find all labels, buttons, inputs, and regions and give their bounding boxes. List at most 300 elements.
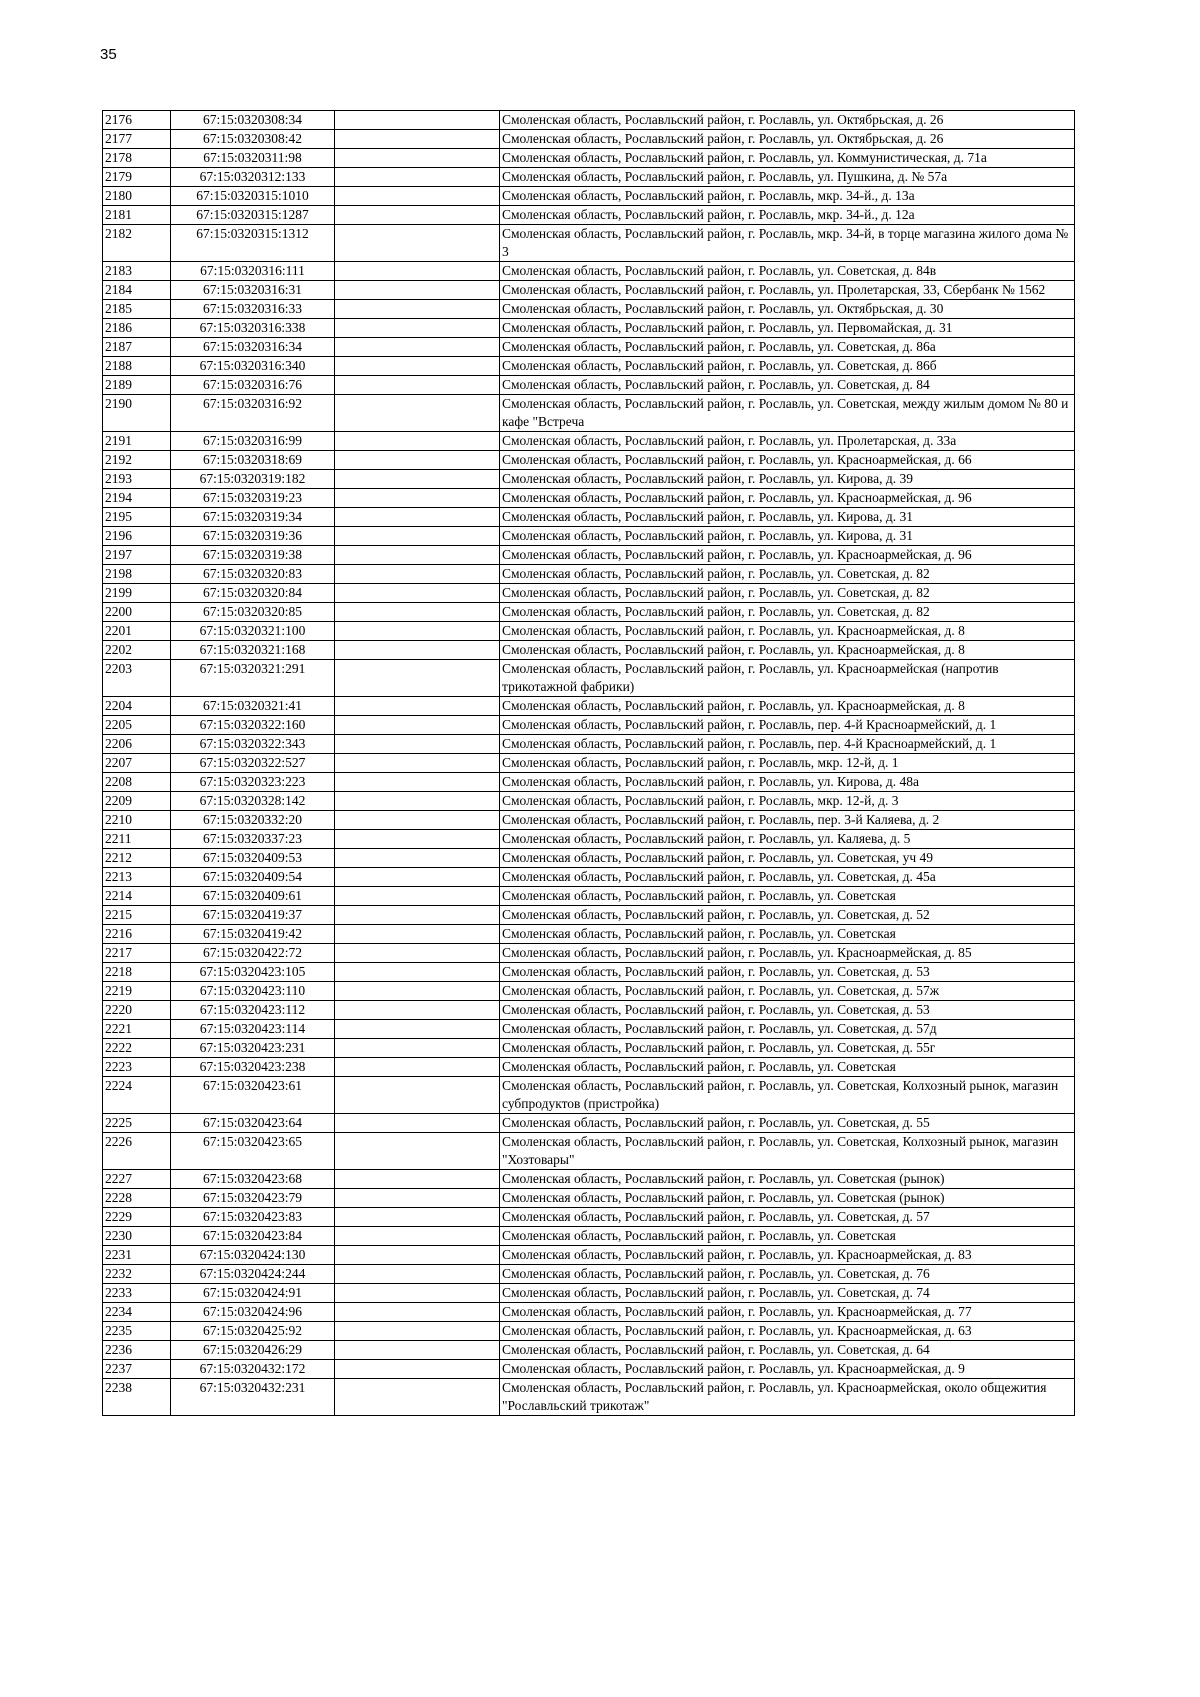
row-number-cell: 2196 — [103, 527, 171, 546]
cadastral-number-cell: 67:15:0320316:33 — [171, 300, 335, 319]
empty-cell — [335, 697, 500, 716]
row-number-cell: 2179 — [103, 168, 171, 187]
empty-cell — [335, 982, 500, 1001]
table-row — [103, 944, 1075, 963]
table-row — [103, 660, 1075, 697]
address-cell: Смоленская область, Рославльский район, г. Рославль, ул. Советская (рынок) — [500, 1170, 1075, 1189]
address-cell: Смоленская область, Рославльский район, г. Рославль, ул. Советская, д. 82 — [500, 584, 1075, 603]
row-number-cell: 2234 — [103, 1303, 171, 1322]
address-cell: Смоленская область, Рославльский район, г. Рославль, ул. Красноармейская, д. 96 — [500, 489, 1075, 508]
cadastral-number-cell: 67:15:0320328:142 — [171, 792, 335, 811]
table-row — [103, 754, 1075, 773]
table-row — [103, 111, 1075, 130]
empty-cell — [335, 754, 500, 773]
empty-cell — [335, 603, 500, 622]
address-cell: Смоленская область, Рославльский район, г. Рославль, ул. Советская — [500, 925, 1075, 944]
row-number-cell: 2204 — [103, 697, 171, 716]
row-number-cell: 2226 — [103, 1133, 171, 1170]
table-row — [103, 584, 1075, 603]
table-row — [103, 735, 1075, 754]
table-row — [103, 906, 1075, 925]
row-number-cell: 2202 — [103, 641, 171, 660]
row-number-cell: 2186 — [103, 319, 171, 338]
table-row — [103, 603, 1075, 622]
cadastral-number-cell: 67:15:0320319:34 — [171, 508, 335, 527]
address-cell: Смоленская область, Рославльский район, г. Рославль, ул. Красноармейская (напротив трикотажной фабрики) — [500, 660, 1075, 697]
cadastral-number-cell: 67:15:0320320:84 — [171, 584, 335, 603]
empty-cell — [335, 470, 500, 489]
empty-cell — [335, 319, 500, 338]
cadastral-number-cell: 67:15:0320426:29 — [171, 1341, 335, 1360]
address-cell: Смоленская область, Рославльский район, г. Рославль, ул. Советская, д. 57 — [500, 1208, 1075, 1227]
empty-cell — [335, 187, 500, 206]
empty-cell — [335, 395, 500, 432]
row-number-cell: 2215 — [103, 906, 171, 925]
cadastral-number-cell: 67:15:0320423:231 — [171, 1039, 335, 1058]
empty-cell — [335, 1246, 500, 1265]
row-number-cell: 2217 — [103, 944, 171, 963]
row-number-cell: 2229 — [103, 1208, 171, 1227]
cadastral-number-cell: 67:15:0320423:110 — [171, 982, 335, 1001]
row-number-cell: 2201 — [103, 622, 171, 641]
address-cell: Смоленская область, Рославльский район, г. Рославль, мкр. 12-й, д. 3 — [500, 792, 1075, 811]
empty-cell — [335, 1284, 500, 1303]
empty-cell — [335, 584, 500, 603]
cadastral-number-cell: 67:15:0320419:42 — [171, 925, 335, 944]
table-row — [103, 338, 1075, 357]
registry-table-body — [103, 111, 1075, 1416]
cadastral-number-cell: 67:15:0320423:61 — [171, 1077, 335, 1114]
row-number-cell: 2197 — [103, 546, 171, 565]
row-number-cell: 2221 — [103, 1020, 171, 1039]
table-row — [103, 1246, 1075, 1265]
table-row — [103, 773, 1075, 792]
address-cell: Смоленская область, Рославльский район, г. Рославль, ул. Октябрьская, д. 30 — [500, 300, 1075, 319]
row-number-cell: 2232 — [103, 1265, 171, 1284]
address-cell: Смоленская область, Рославльский район, г. Рославль, ул. Красноармейская, д. 83 — [500, 1246, 1075, 1265]
table-row — [103, 622, 1075, 641]
row-number-cell: 2235 — [103, 1322, 171, 1341]
cadastral-number-cell: 67:15:0320316:338 — [171, 319, 335, 338]
address-cell: Смоленская область, Рославльский район, г. Рославль, ул. Коммунистическая, д. 71а — [500, 149, 1075, 168]
row-number-cell: 2230 — [103, 1227, 171, 1246]
cadastral-number-cell: 67:15:0320316:34 — [171, 338, 335, 357]
address-cell: Смоленская область, Рославльский район, г. Рославль, ул. Советская, д. 53 — [500, 963, 1075, 982]
cadastral-number-cell: 67:15:0320409:53 — [171, 849, 335, 868]
address-cell: Смоленская область, Рославльский район, г. Рославль, ул. Первомайская, д. 31 — [500, 319, 1075, 338]
empty-cell — [335, 887, 500, 906]
address-cell: Смоленская область, Рославльский район, г. Рославль, ул. Советская, д. 64 — [500, 1341, 1075, 1360]
empty-cell — [335, 1341, 500, 1360]
cadastral-number-cell: 67:15:0320315:1010 — [171, 187, 335, 206]
address-cell: Смоленская область, Рославльский район, г. Рославль, ул. Советская, д. 84в — [500, 262, 1075, 281]
address-cell: Смоленская область, Рославльский район, г. Рославль, ул. Кирова, д. 31 — [500, 527, 1075, 546]
row-number-cell: 2180 — [103, 187, 171, 206]
empty-cell — [335, 773, 500, 792]
table-row — [103, 982, 1075, 1001]
cadastral-number-cell: 67:15:0320316:31 — [171, 281, 335, 300]
empty-cell — [335, 565, 500, 584]
cadastral-number-cell: 67:15:0320319:23 — [171, 489, 335, 508]
table-row — [103, 1227, 1075, 1246]
address-cell: Смоленская область, Рославльский район, г. Рославль, ул. Советская, д. 52 — [500, 906, 1075, 925]
address-cell: Смоленская область, Рославльский район, г. Рославль, ул. Красноармейская, д. 8 — [500, 641, 1075, 660]
empty-cell — [335, 622, 500, 641]
empty-cell — [335, 489, 500, 508]
empty-cell — [335, 432, 500, 451]
row-number-cell: 2222 — [103, 1039, 171, 1058]
table-row — [103, 357, 1075, 376]
address-cell: Смоленская область, Рославльский район, г. Рославль, мкр. 34-й., д. 13а — [500, 187, 1075, 206]
table-row — [103, 641, 1075, 660]
row-number-cell: 2207 — [103, 754, 171, 773]
address-cell: Смоленская область, Рославльский район, г. Рославль, ул. Каляева, д. 5 — [500, 830, 1075, 849]
row-number-cell: 2223 — [103, 1058, 171, 1077]
address-cell: Смоленская область, Рославльский район, г. Рославль, мкр. 34-й., д. 12а — [500, 206, 1075, 225]
table-row — [103, 697, 1075, 716]
cadastral-number-cell: 67:15:0320424:130 — [171, 1246, 335, 1265]
empty-cell — [335, 925, 500, 944]
cadastral-number-cell: 67:15:0320320:83 — [171, 565, 335, 584]
empty-cell — [335, 830, 500, 849]
empty-cell — [335, 1303, 500, 1322]
empty-cell — [335, 1039, 500, 1058]
table-row — [103, 565, 1075, 584]
cadastral-number-cell: 67:15:0320422:72 — [171, 944, 335, 963]
row-number-cell: 2219 — [103, 982, 171, 1001]
empty-cell — [335, 1208, 500, 1227]
address-cell: Смоленская область, Рославльский район, г. Рославль, ул. Красноармейская, около общежития "Рославльский трикотаж" — [500, 1379, 1075, 1416]
table-row — [103, 527, 1075, 546]
cadastral-number-cell: 67:15:0320316:340 — [171, 357, 335, 376]
table-row — [103, 508, 1075, 527]
row-number-cell: 2208 — [103, 773, 171, 792]
row-number-cell: 2231 — [103, 1246, 171, 1265]
table-row — [103, 489, 1075, 508]
table-row — [103, 206, 1075, 225]
address-cell: Смоленская область, Рославльский район, г. Рославль, ул. Пролетарская, 33, Сбербанк № 1562 — [500, 281, 1075, 300]
empty-cell — [335, 1133, 500, 1170]
table-row — [103, 168, 1075, 187]
row-number-cell: 2227 — [103, 1170, 171, 1189]
row-number-cell: 2200 — [103, 603, 171, 622]
empty-cell — [335, 1170, 500, 1189]
empty-cell — [335, 849, 500, 868]
empty-cell — [335, 168, 500, 187]
address-cell: Смоленская область, Рославльский район, г. Рославль, ул. Советская — [500, 1058, 1075, 1077]
row-number-cell: 2213 — [103, 868, 171, 887]
table-row — [103, 451, 1075, 470]
table-row — [103, 432, 1075, 451]
row-number-cell: 2211 — [103, 830, 171, 849]
row-number-cell: 2214 — [103, 887, 171, 906]
cadastral-number-cell: 67:15:0320409:61 — [171, 887, 335, 906]
empty-cell — [335, 660, 500, 697]
table-row — [103, 262, 1075, 281]
row-number-cell: 2185 — [103, 300, 171, 319]
empty-cell — [335, 206, 500, 225]
empty-cell — [335, 1379, 500, 1416]
address-cell: Смоленская область, Рославльский район, г. Рославль, ул. Советская (рынок) — [500, 1189, 1075, 1208]
row-number-cell: 2194 — [103, 489, 171, 508]
address-cell: Смоленская область, Рославльский район, г. Рославль, пер. 4-й Красноармейский, д. 1 — [500, 735, 1075, 754]
cadastral-number-cell: 67:15:0320316:92 — [171, 395, 335, 432]
cadastral-number-cell: 67:15:0320424:96 — [171, 1303, 335, 1322]
address-cell: Смоленская область, Рославльский район, г. Рославль, ул. Советская, д. 55г — [500, 1039, 1075, 1058]
cadastral-number-cell: 67:15:0320423:114 — [171, 1020, 335, 1039]
cadastral-number-cell: 67:15:0320323:223 — [171, 773, 335, 792]
address-cell: Смоленская область, Рославльский район, г. Рославль, ул. Советская, д. 82 — [500, 565, 1075, 584]
address-cell: Смоленская область, Рославльский район, г. Рославль, ул. Красноармейская, д. 8 — [500, 622, 1075, 641]
cadastral-number-cell: 67:15:0320322:343 — [171, 735, 335, 754]
address-cell: Смоленская область, Рославльский район, г. Рославль, ул. Красноармейская, д. 96 — [500, 546, 1075, 565]
row-number-cell: 2192 — [103, 451, 171, 470]
address-cell: Смоленская область, Рославльский район, г. Рославль, ул. Советская, д. 74 — [500, 1284, 1075, 1303]
address-cell: Смоленская область, Рославльский район, г. Рославль, ул. Красноармейская, д. 9 — [500, 1360, 1075, 1379]
address-cell: Смоленская область, Рославльский район, г. Рославль, пер. 3-й Каляева, д. 2 — [500, 811, 1075, 830]
row-number-cell: 2238 — [103, 1379, 171, 1416]
table-row — [103, 925, 1075, 944]
empty-cell — [335, 225, 500, 262]
registry-table — [102, 110, 1075, 1416]
table-row — [103, 395, 1075, 432]
table-row — [103, 868, 1075, 887]
table-row — [103, 376, 1075, 395]
address-cell: Смоленская область, Рославльский район, г. Рославль, ул. Советская — [500, 1227, 1075, 1246]
empty-cell — [335, 906, 500, 925]
empty-cell — [335, 1020, 500, 1039]
empty-cell — [335, 1189, 500, 1208]
table-row — [103, 319, 1075, 338]
cadastral-number-cell: 67:15:0320337:23 — [171, 830, 335, 849]
address-cell: Смоленская область, Рославльский район, г. Рославль, ул. Советская, д. 82 — [500, 603, 1075, 622]
table-row — [103, 1189, 1075, 1208]
table-row — [103, 849, 1075, 868]
table-row — [103, 887, 1075, 906]
table-row — [103, 130, 1075, 149]
empty-cell — [335, 811, 500, 830]
row-number-cell: 2228 — [103, 1189, 171, 1208]
empty-cell — [335, 792, 500, 811]
table-row — [103, 1208, 1075, 1227]
cadastral-number-cell: 67:15:0320316:99 — [171, 432, 335, 451]
row-number-cell: 2188 — [103, 357, 171, 376]
cadastral-number-cell: 67:15:0320332:20 — [171, 811, 335, 830]
row-number-cell: 2184 — [103, 281, 171, 300]
cadastral-number-cell: 67:15:0320419:37 — [171, 906, 335, 925]
empty-cell — [335, 963, 500, 982]
address-cell: Смоленская область, Рославльский район, г. Рославль, ул. Советская, Колхозный рынок, магазин субпродуктов (пристройка) — [500, 1077, 1075, 1114]
empty-cell — [335, 1077, 500, 1114]
table-row — [103, 830, 1075, 849]
table-row — [103, 300, 1075, 319]
row-number-cell: 2210 — [103, 811, 171, 830]
table-row — [103, 811, 1075, 830]
table-row — [103, 1020, 1075, 1039]
table-row — [103, 546, 1075, 565]
row-number-cell: 2237 — [103, 1360, 171, 1379]
cadastral-number-cell: 67:15:0320423:105 — [171, 963, 335, 982]
empty-cell — [335, 1360, 500, 1379]
row-number-cell: 2206 — [103, 735, 171, 754]
table-row — [103, 792, 1075, 811]
address-cell: Смоленская область, Рославльский район, г. Рославль, ул. Красноармейская, д. 85 — [500, 944, 1075, 963]
table-row — [103, 1170, 1075, 1189]
address-cell: Смоленская область, Рославльский район, г. Рославль, ул. Советская, Колхозный рынок, магазин "Хозтовары" — [500, 1133, 1075, 1170]
row-number-cell: 2187 — [103, 338, 171, 357]
table-row — [103, 149, 1075, 168]
cadastral-number-cell: 67:15:0320424:244 — [171, 1265, 335, 1284]
address-cell: Смоленская область, Рославльский район, г. Рославль, ул. Кирова, д. 39 — [500, 470, 1075, 489]
cadastral-number-cell: 67:15:0320423:238 — [171, 1058, 335, 1077]
cadastral-number-cell: 67:15:0320409:54 — [171, 868, 335, 887]
address-cell: Смоленская область, Рославльский район, г. Рославль, ул. Красноармейская, д. 8 — [500, 697, 1075, 716]
empty-cell — [335, 1058, 500, 1077]
address-cell: Смоленская область, Рославльский район, г. Рославль, мкр. 34-й, в торце магазина жилого дома № 3 — [500, 225, 1075, 262]
row-number-cell: 2190 — [103, 395, 171, 432]
empty-cell — [335, 546, 500, 565]
row-number-cell: 2178 — [103, 149, 171, 168]
address-cell: Смоленская область, Рославльский район, г. Рославль, пер. 4-й Красноармейский, д. 1 — [500, 716, 1075, 735]
table-row — [103, 1322, 1075, 1341]
table-row — [103, 1284, 1075, 1303]
row-number-cell: 2220 — [103, 1001, 171, 1020]
table-row — [103, 225, 1075, 262]
empty-cell — [335, 944, 500, 963]
address-cell: Смоленская область, Рославльский район, г. Рославль, ул. Советская — [500, 887, 1075, 906]
empty-cell — [335, 451, 500, 470]
cadastral-number-cell: 67:15:0320312:133 — [171, 168, 335, 187]
table-row — [103, 1265, 1075, 1284]
cadastral-number-cell: 67:15:0320319:38 — [171, 546, 335, 565]
cadastral-number-cell: 67:15:0320319:36 — [171, 527, 335, 546]
address-cell: Смоленская область, Рославльский район, г. Рославль, ул. Советская, д. 57ж — [500, 982, 1075, 1001]
table-row — [103, 1133, 1075, 1170]
row-number-cell: 2216 — [103, 925, 171, 944]
empty-cell — [335, 281, 500, 300]
table-row — [103, 1379, 1075, 1416]
address-cell: Смоленская область, Рославльский район, г. Рославль, ул. Красноармейская, д. 66 — [500, 451, 1075, 470]
cadastral-number-cell: 67:15:0320423:64 — [171, 1114, 335, 1133]
cadastral-number-cell: 67:15:0320308:34 — [171, 111, 335, 130]
cadastral-number-cell: 67:15:0320308:42 — [171, 130, 335, 149]
cadastral-number-cell: 67:15:0320320:85 — [171, 603, 335, 622]
row-number-cell: 2205 — [103, 716, 171, 735]
address-cell: Смоленская область, Рославльский район, г. Рославль, ул. Советская, д. 53 — [500, 1001, 1075, 1020]
cadastral-number-cell: 67:15:0320315:1312 — [171, 225, 335, 262]
empty-cell — [335, 641, 500, 660]
row-number-cell: 2191 — [103, 432, 171, 451]
cadastral-number-cell: 67:15:0320423:84 — [171, 1227, 335, 1246]
table-row — [103, 470, 1075, 489]
table-row — [103, 1001, 1075, 1020]
empty-cell — [335, 868, 500, 887]
address-cell: Смоленская область, Рославльский район, г. Рославль, ул. Кирова, д. 48а — [500, 773, 1075, 792]
table-row — [103, 1077, 1075, 1114]
row-number-cell: 2189 — [103, 376, 171, 395]
empty-cell — [335, 111, 500, 130]
address-cell: Смоленская область, Рославльский район, г. Рославль, ул. Пушкина, д. № 57а — [500, 168, 1075, 187]
row-number-cell: 2181 — [103, 206, 171, 225]
empty-cell — [335, 716, 500, 735]
row-number-cell: 2177 — [103, 130, 171, 149]
address-cell: Смоленская область, Рославльский район, г. Рославль, ул. Октябрьская, д. 26 — [500, 111, 1075, 130]
address-cell: Смоленская область, Рославльский район, г. Рославль, ул. Советская, д. 86а — [500, 338, 1075, 357]
cadastral-number-cell: 67:15:0320311:98 — [171, 149, 335, 168]
row-number-cell: 2233 — [103, 1284, 171, 1303]
cadastral-number-cell: 67:15:0320423:83 — [171, 1208, 335, 1227]
table-row — [103, 1058, 1075, 1077]
row-number-cell: 2182 — [103, 225, 171, 262]
row-number-cell: 2183 — [103, 262, 171, 281]
address-cell: Смоленская область, Рославльский район, г. Рославль, ул. Советская, д. 57д — [500, 1020, 1075, 1039]
row-number-cell: 2224 — [103, 1077, 171, 1114]
empty-cell — [335, 1001, 500, 1020]
empty-cell — [335, 1322, 500, 1341]
empty-cell — [335, 508, 500, 527]
empty-cell — [335, 149, 500, 168]
cadastral-number-cell: 67:15:0320315:1287 — [171, 206, 335, 225]
cadastral-number-cell: 67:15:0320322:527 — [171, 754, 335, 773]
address-cell: Смоленская область, Рославльский район, г. Рославль, ул. Советская, д. 76 — [500, 1265, 1075, 1284]
row-number-cell: 2176 — [103, 111, 171, 130]
cadastral-number-cell: 67:15:0320432:172 — [171, 1360, 335, 1379]
cadastral-number-cell: 67:15:0320432:231 — [171, 1379, 335, 1416]
empty-cell — [335, 357, 500, 376]
address-cell: Смоленская область, Рославльский район, г. Рославль, ул. Советская, между жилым домом № 80 и кафе "Встреча — [500, 395, 1075, 432]
cadastral-number-cell: 67:15:0320321:100 — [171, 622, 335, 641]
table-row — [103, 281, 1075, 300]
address-cell: Смоленская область, Рославльский район, г. Рославль, ул. Пролетарская, д. 33а — [500, 432, 1075, 451]
row-number-cell: 2212 — [103, 849, 171, 868]
cadastral-number-cell: 67:15:0320316:76 — [171, 376, 335, 395]
table-row — [103, 1114, 1075, 1133]
cadastral-number-cell: 67:15:0320424:91 — [171, 1284, 335, 1303]
address-cell: Смоленская область, Рославльский район, г. Рославль, ул. Красноармейская, д. 63 — [500, 1322, 1075, 1341]
address-cell: Смоленская область, Рославльский район, г. Рославль, ул. Советская, д. 84 — [500, 376, 1075, 395]
row-number-cell: 2218 — [103, 963, 171, 982]
empty-cell — [335, 262, 500, 281]
table-row — [103, 1341, 1075, 1360]
row-number-cell: 2203 — [103, 660, 171, 697]
address-cell: Смоленская область, Рославльский район, г. Рославль, мкр. 12-й, д. 1 — [500, 754, 1075, 773]
cadastral-number-cell: 67:15:0320425:92 — [171, 1322, 335, 1341]
empty-cell — [335, 1265, 500, 1284]
row-number-cell: 2195 — [103, 508, 171, 527]
address-cell: Смоленская область, Рославльский район, г. Рославль, ул. Красноармейская, д. 77 — [500, 1303, 1075, 1322]
cadastral-number-cell: 67:15:0320319:182 — [171, 470, 335, 489]
address-cell: Смоленская область, Рославльский район, г. Рославль, ул. Советская, уч 49 — [500, 849, 1075, 868]
cadastral-number-cell: 67:15:0320321:291 — [171, 660, 335, 697]
address-cell: Смоленская область, Рославльский район, г. Рославль, ул. Советская, д. 45а — [500, 868, 1075, 887]
cadastral-number-cell: 67:15:0320321:168 — [171, 641, 335, 660]
row-number-cell: 2225 — [103, 1114, 171, 1133]
cadastral-number-cell: 67:15:0320423:65 — [171, 1133, 335, 1170]
table-row — [103, 963, 1075, 982]
cadastral-number-cell: 67:15:0320423:68 — [171, 1170, 335, 1189]
row-number-cell: 2236 — [103, 1341, 171, 1360]
row-number-cell: 2193 — [103, 470, 171, 489]
address-cell: Смоленская область, Рославльский район, г. Рославль, ул. Октябрьская, д. 26 — [500, 130, 1075, 149]
empty-cell — [335, 1227, 500, 1246]
empty-cell — [335, 338, 500, 357]
table-row — [103, 1039, 1075, 1058]
page-number: 35 — [100, 46, 117, 63]
cadastral-number-cell: 67:15:0320318:69 — [171, 451, 335, 470]
empty-cell — [335, 376, 500, 395]
empty-cell — [335, 130, 500, 149]
empty-cell — [335, 735, 500, 754]
